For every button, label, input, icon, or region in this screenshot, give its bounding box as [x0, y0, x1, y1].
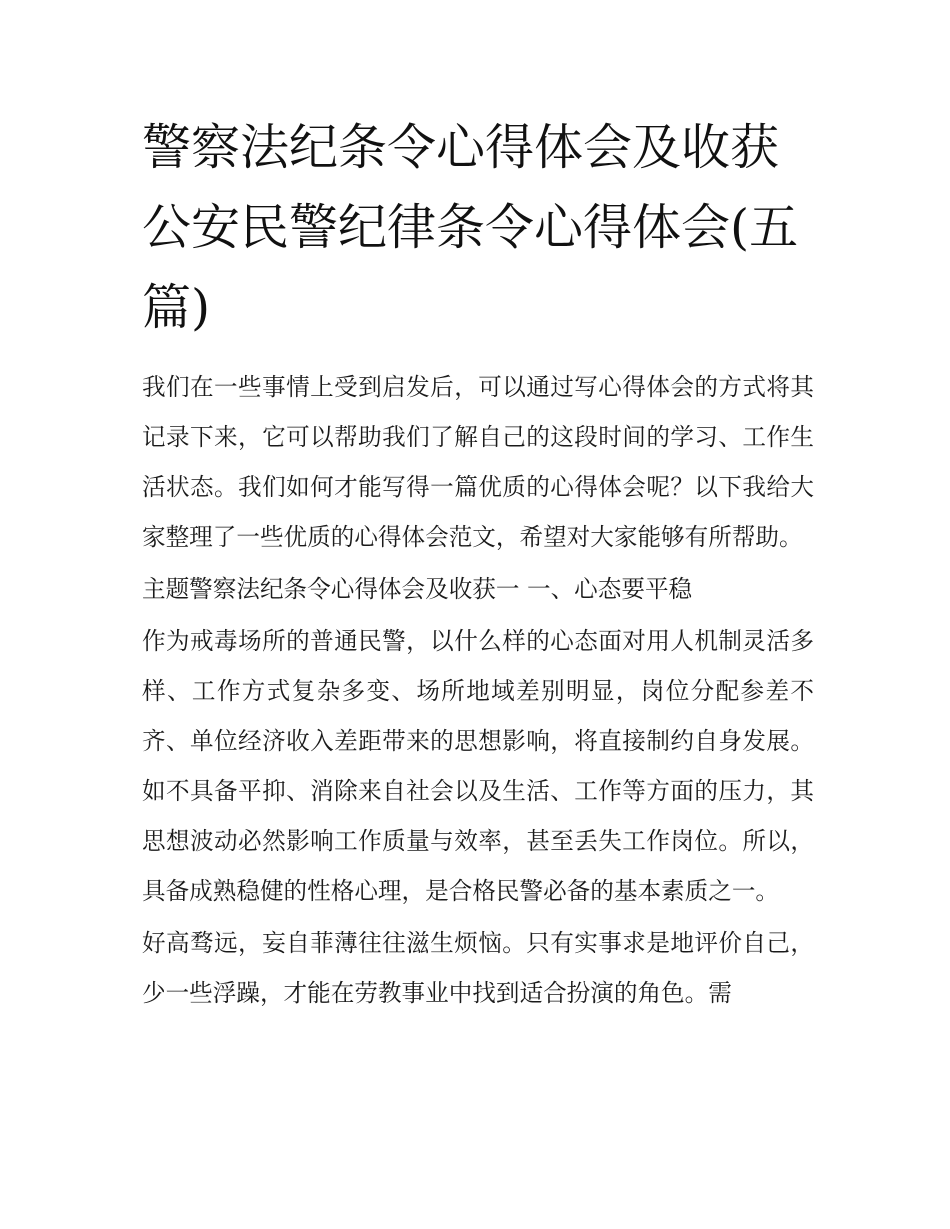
- body-paragraph: 好高骛远，妄自菲薄往往滋生烦恼。只有实事求是地评价自己，少一些浮躁，才能在劳教事业中找到适合扮演的角色。需: [142, 929, 814, 1007]
- intro-paragraph: 我们在一些事情上受到启发后，可以通过写心得体会的方式将其记录下来，它可以帮助我们了解自己的这段时间的学习、工作生活状态。我们如何才能写得一篇优质的心得体会呢？以下我给大家整理了一些优质的心得体会范文，希望对大家能够有所帮助。: [142, 373, 814, 551]
- document-title: 警察法纪条令心得体会及收获公安民警纪律条令心得体会(五篇): [142, 119, 799, 336]
- document-body: [142, 362, 814, 1018]
- document-page: [142, 108, 814, 1020]
- body-paragraph: 作为戒毒场所的普通民警，以什么样的心态面对用人机制灵活多样、工作方式复杂多变、场所地域差别明显，岗位分配参差不齐、单位经济收入差距带来的思想影响，将直接制约自身发展。如不具备平抑、消除来自社会以及生活、工作等方面的压力，其思想波动必然影响工作质量与效率，甚至丢失工作岗位。所以，具备成熟稳健的性格心理，是合格民警必备的基本素质之一。: [142, 627, 814, 905]
- section-heading: 主题警察法纪条令心得体会及收获一 一、心态要平稳: [142, 575, 693, 603]
